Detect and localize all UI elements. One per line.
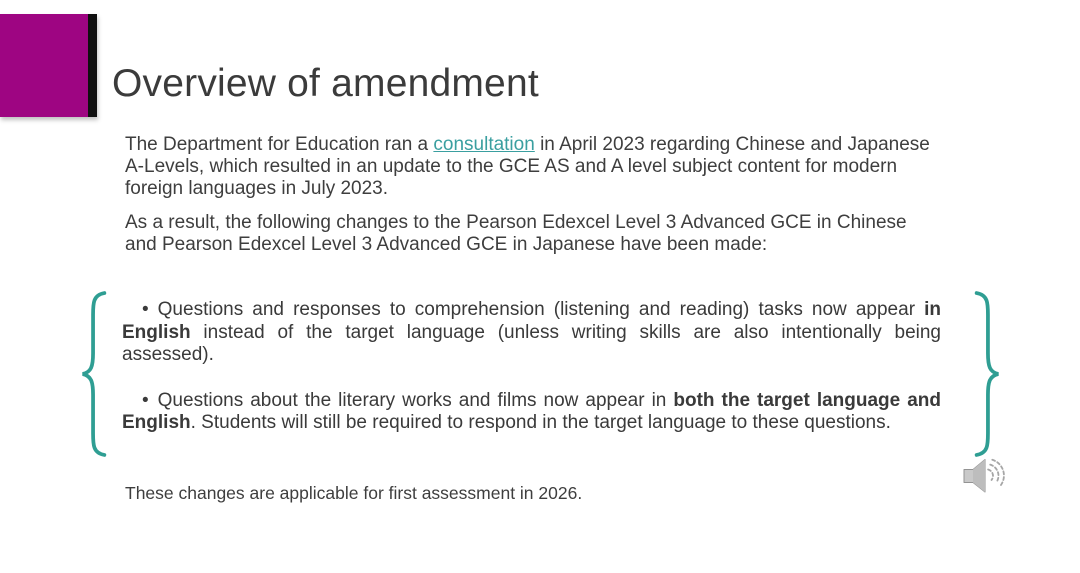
bullet-marker: •	[142, 389, 149, 411]
bullet-2-text-before: Questions about the literary works and films now appear in	[157, 389, 674, 411]
intro-p1-text-before: The Department for Education ran a	[125, 134, 434, 155]
page-title: Overview of amendment	[112, 62, 539, 106]
intro-p1-text-after: in April 2023 regarding Chinese and Japanese A-Levels, which resulted in an update to the GCE AS and A level subject content for modern foreign languages in July 2023.	[125, 134, 930, 199]
speaker-audio-icon[interactable]	[956, 452, 1008, 500]
bullet-1-text-before: Questions and responses to comprehension (listening and reading) tasks now appear	[157, 299, 925, 320]
consultation-link[interactable]: consultation	[433, 134, 535, 155]
bullet-2-bold-text: both the target language and English	[122, 389, 941, 433]
first-assessment-note: These changes are applicable for first assessment in 2026.	[125, 483, 583, 503]
changes-bullet-list	[122, 299, 941, 435]
title-accent-block	[0, 14, 97, 117]
curly-brace-left-icon	[78, 287, 110, 461]
curly-brace-right-icon	[971, 287, 1003, 461]
bullet-1-bold-text: in English	[122, 299, 941, 343]
bullet-item-english-responses	[122, 299, 941, 367]
bullet-2-text-after: . Students will still be required to respond in the target language to these questions.	[190, 412, 891, 433]
intro-text	[125, 134, 933, 268]
bullet-marker: •	[142, 299, 149, 320]
bullet-1-text-after: instead of the target language (unless writing skills are also intentionally being assessed).	[122, 321, 941, 365]
intro-paragraph-1	[125, 134, 933, 200]
intro-paragraph-2: As a result, the following changes to the Pearson Edexcel Level 3 Advanced GCE in Chinese and Pearson Edexcel Level 3 Advanced GCE in Japanese have been made:	[125, 212, 907, 255]
bullet-item-literary-works	[122, 390, 941, 435]
